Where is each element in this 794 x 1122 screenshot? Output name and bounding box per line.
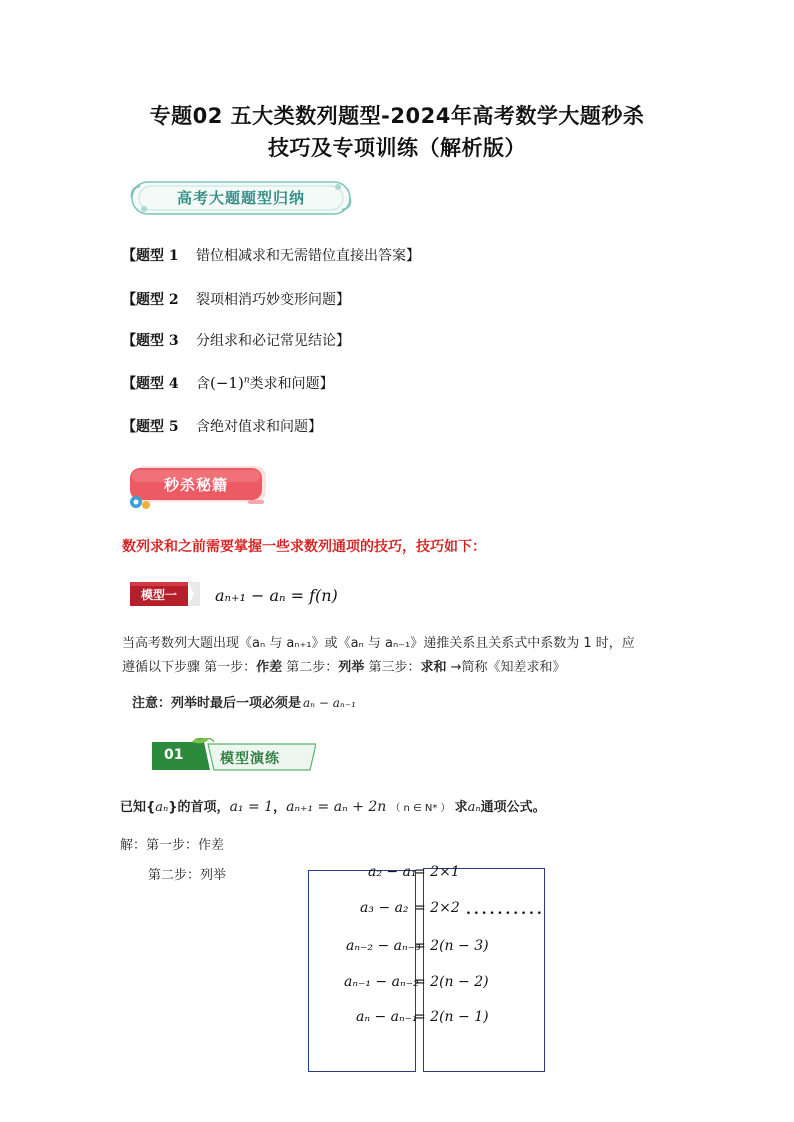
question-type-tag: 【题型 4 — [122, 376, 179, 392]
paragraph-text: →简称《知差求和》 — [446, 660, 566, 675]
model-one-tag-label: 模型一 — [140, 588, 177, 602]
question-type-tag: 【题型 2 — [122, 292, 179, 308]
question-type-3 — [122, 330, 350, 350]
paragraph-bold: 求和 — [420, 660, 447, 675]
paragraph-bold: 作差 — [256, 660, 283, 675]
equation-lhs: aₙ₋₂ − aₙ₋₃ — [346, 938, 421, 954]
note-line — [132, 692, 356, 711]
question-type-tag: 【题型 5 — [122, 419, 179, 435]
paragraph-bold: 列举 — [338, 660, 365, 675]
question-type-text: 含绝对值求和问题】 — [196, 419, 322, 435]
question-type-text: 含 — [196, 376, 210, 392]
problem-seq: aₙ — [467, 800, 481, 815]
paragraph-line1: 当高考数列大题出现《aₙ 与 aₙ₊₁》或《aₙ 与 aₙ₋₁》递推关系且关系式中系数为 1 时，应 — [122, 636, 635, 651]
problem-text: 通项公式。 — [480, 800, 546, 815]
question-type-math: (−1) — [210, 374, 244, 392]
intro-red-text: 数列求和之前需要掌握一些求数列通项的技巧，技巧如下： — [122, 539, 486, 555]
page-title-line2: 技巧及专项训练（解析版） — [268, 136, 526, 160]
problem-seq: aₙ — [155, 800, 169, 815]
exercise-banner-number: 01 — [164, 747, 184, 763]
secret-banner — [128, 462, 270, 512]
question-type-tag: 【题型 1 — [122, 248, 179, 264]
model-one-formula: aₙ₊₁ − aₙ = f(n) — [215, 586, 338, 605]
note-label: 注意：列举时最后一项必须是 — [132, 696, 302, 711]
question-type-1 — [122, 245, 420, 265]
paragraph-line2 — [122, 656, 566, 675]
equation-lhs: a₂ − a₁ — [368, 864, 417, 880]
equation-lhs: aₙ₋₁ − aₙ₋₂ — [344, 974, 419, 990]
question-type-text: 类求和问题】 — [249, 376, 334, 392]
secret-banner-label: 秒杀秘籍 — [163, 476, 228, 494]
model-one-tag — [130, 580, 200, 608]
problem-text: ， — [273, 800, 287, 815]
question-type-text: 裂项相消巧妙变形问题】 — [196, 292, 350, 308]
equation-rhs: = 2(n − 2) — [414, 974, 489, 990]
problem-statement — [120, 796, 546, 815]
question-type-5 — [122, 416, 322, 436]
problem-domain: （ n ∈ N* ） — [390, 803, 451, 814]
equation-rhs: = 2(n − 1) — [414, 1009, 489, 1025]
question-type-2 — [122, 289, 350, 309]
paragraph-text: 第二步： — [282, 660, 339, 675]
note-formula: aₙ − aₙ₋₁ — [303, 696, 356, 710]
solution-step-1: 解：第一步：作差 — [120, 838, 225, 853]
paragraph-text: 遵循以下步骤 第一步： — [122, 660, 257, 675]
rhs-box — [423, 868, 545, 1072]
equation-lhs: a₃ − a₂ — [360, 900, 409, 916]
page-title-line1: 专题02 五大类数列题型-2024年高考数学大题秒杀 — [149, 104, 645, 128]
section-banner — [130, 178, 352, 218]
exercise-banner — [152, 738, 316, 774]
question-type-tag: 【题型 3 — [122, 333, 179, 349]
ellipsis: .......... — [466, 902, 545, 918]
exercise-banner-label: 模型演练 — [220, 751, 280, 767]
equation-rhs: = 2(n − 3) — [414, 938, 489, 954]
question-type-4 — [122, 373, 334, 393]
problem-text: }的首项， — [168, 800, 230, 815]
equation-rhs: = 2×2 — [414, 900, 460, 916]
equation-rhs: = 2×1 — [414, 864, 460, 880]
question-type-text: 错位相减求和无需错位直接出答案】 — [196, 248, 420, 264]
problem-condition-2: aₙ₊₁ = aₙ + 2n — [286, 799, 387, 815]
section-banner-label: 高考大题题型归纳 — [176, 189, 305, 207]
problem-text: 已知{ — [120, 800, 156, 815]
problem-condition-1: a₁ = 1 — [229, 799, 274, 815]
question-type-text: 分组求和必记常见结论】 — [196, 333, 350, 349]
paragraph-text: 第三步： — [364, 660, 421, 675]
question-type-sup: n — [243, 375, 250, 386]
equation-lhs: aₙ − aₙ₋₁ — [356, 1009, 418, 1025]
problem-text: 求 — [454, 800, 468, 815]
solution-step-2: 第二步：列举 — [148, 868, 227, 883]
